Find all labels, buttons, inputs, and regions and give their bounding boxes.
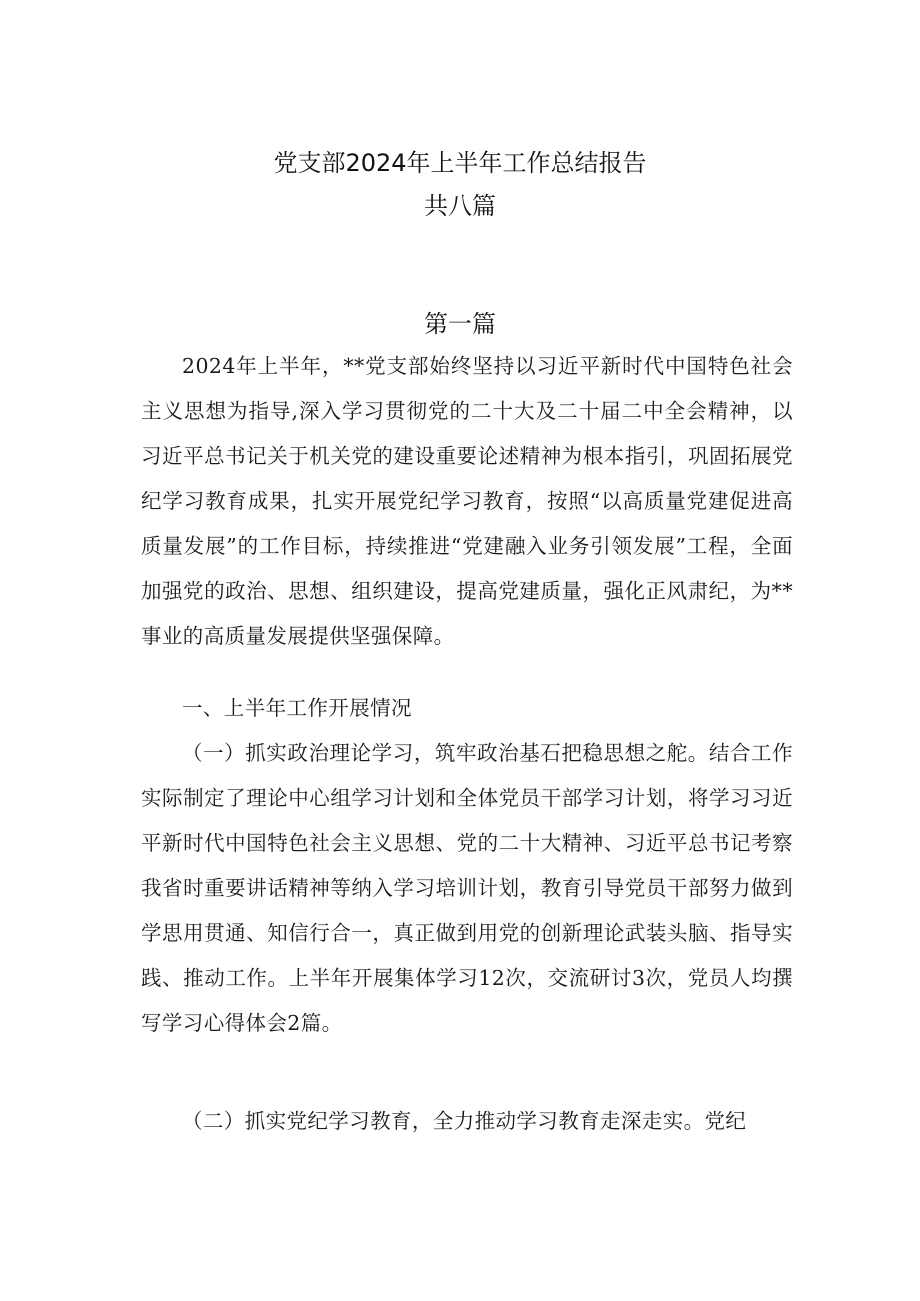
item-one-paragraph: （一）抓实政治理论学习，筑牢政治基石把稳思想之舵。结合工作实际制定了理论中心组学习计划和全体党员干部学习计划，将学习习近平新时代中国特色社会主义思想、党的二十大精神、习近平总书记考察我省时重要讲话精神等纳入学习培训计划，教育引导党员干部努力做到学思用贯通、知信行合一，真正做到用党的创新理论武装头脑、指导实践、推动工作。上半年开展集体学习12次，交流研讨3次，党员人均撰写学习心得体会2篇。 (141, 741, 793, 1035)
intro-paragraph: 2024年上半年，**党支部始终坚持以习近平新时代中国特色社会主义思想为指导,深入学习贯彻党的二十大及二十届二中全会精神，以习近平总书记关于机关党的建设重要论述精神为根本指引，巩固拓展党纪学习教育成果，扎实开展党纪学习教育，按照“以高质量党建促进高质量发展”的工作目标，持续推进“党建融入业务引领发展”工程，全面加强党的政治、思想、组织建设，提高党建质量，强化正风肃纪，为**事业的高质量发展提供坚强保障。 (141, 354, 793, 648)
heading-paragraph: 一、上半年工作开展情况 (182, 696, 412, 720)
document-subtitle: 共八篇 (424, 192, 496, 220)
item-two-paragraph: （二）抓实党纪学习教育，全力推动学习教育走深走实。党纪 (182, 1109, 747, 1133)
section-title: 第一篇 (424, 310, 496, 338)
document-title: 党支部2024年上半年工作总结报告 (273, 149, 647, 177)
